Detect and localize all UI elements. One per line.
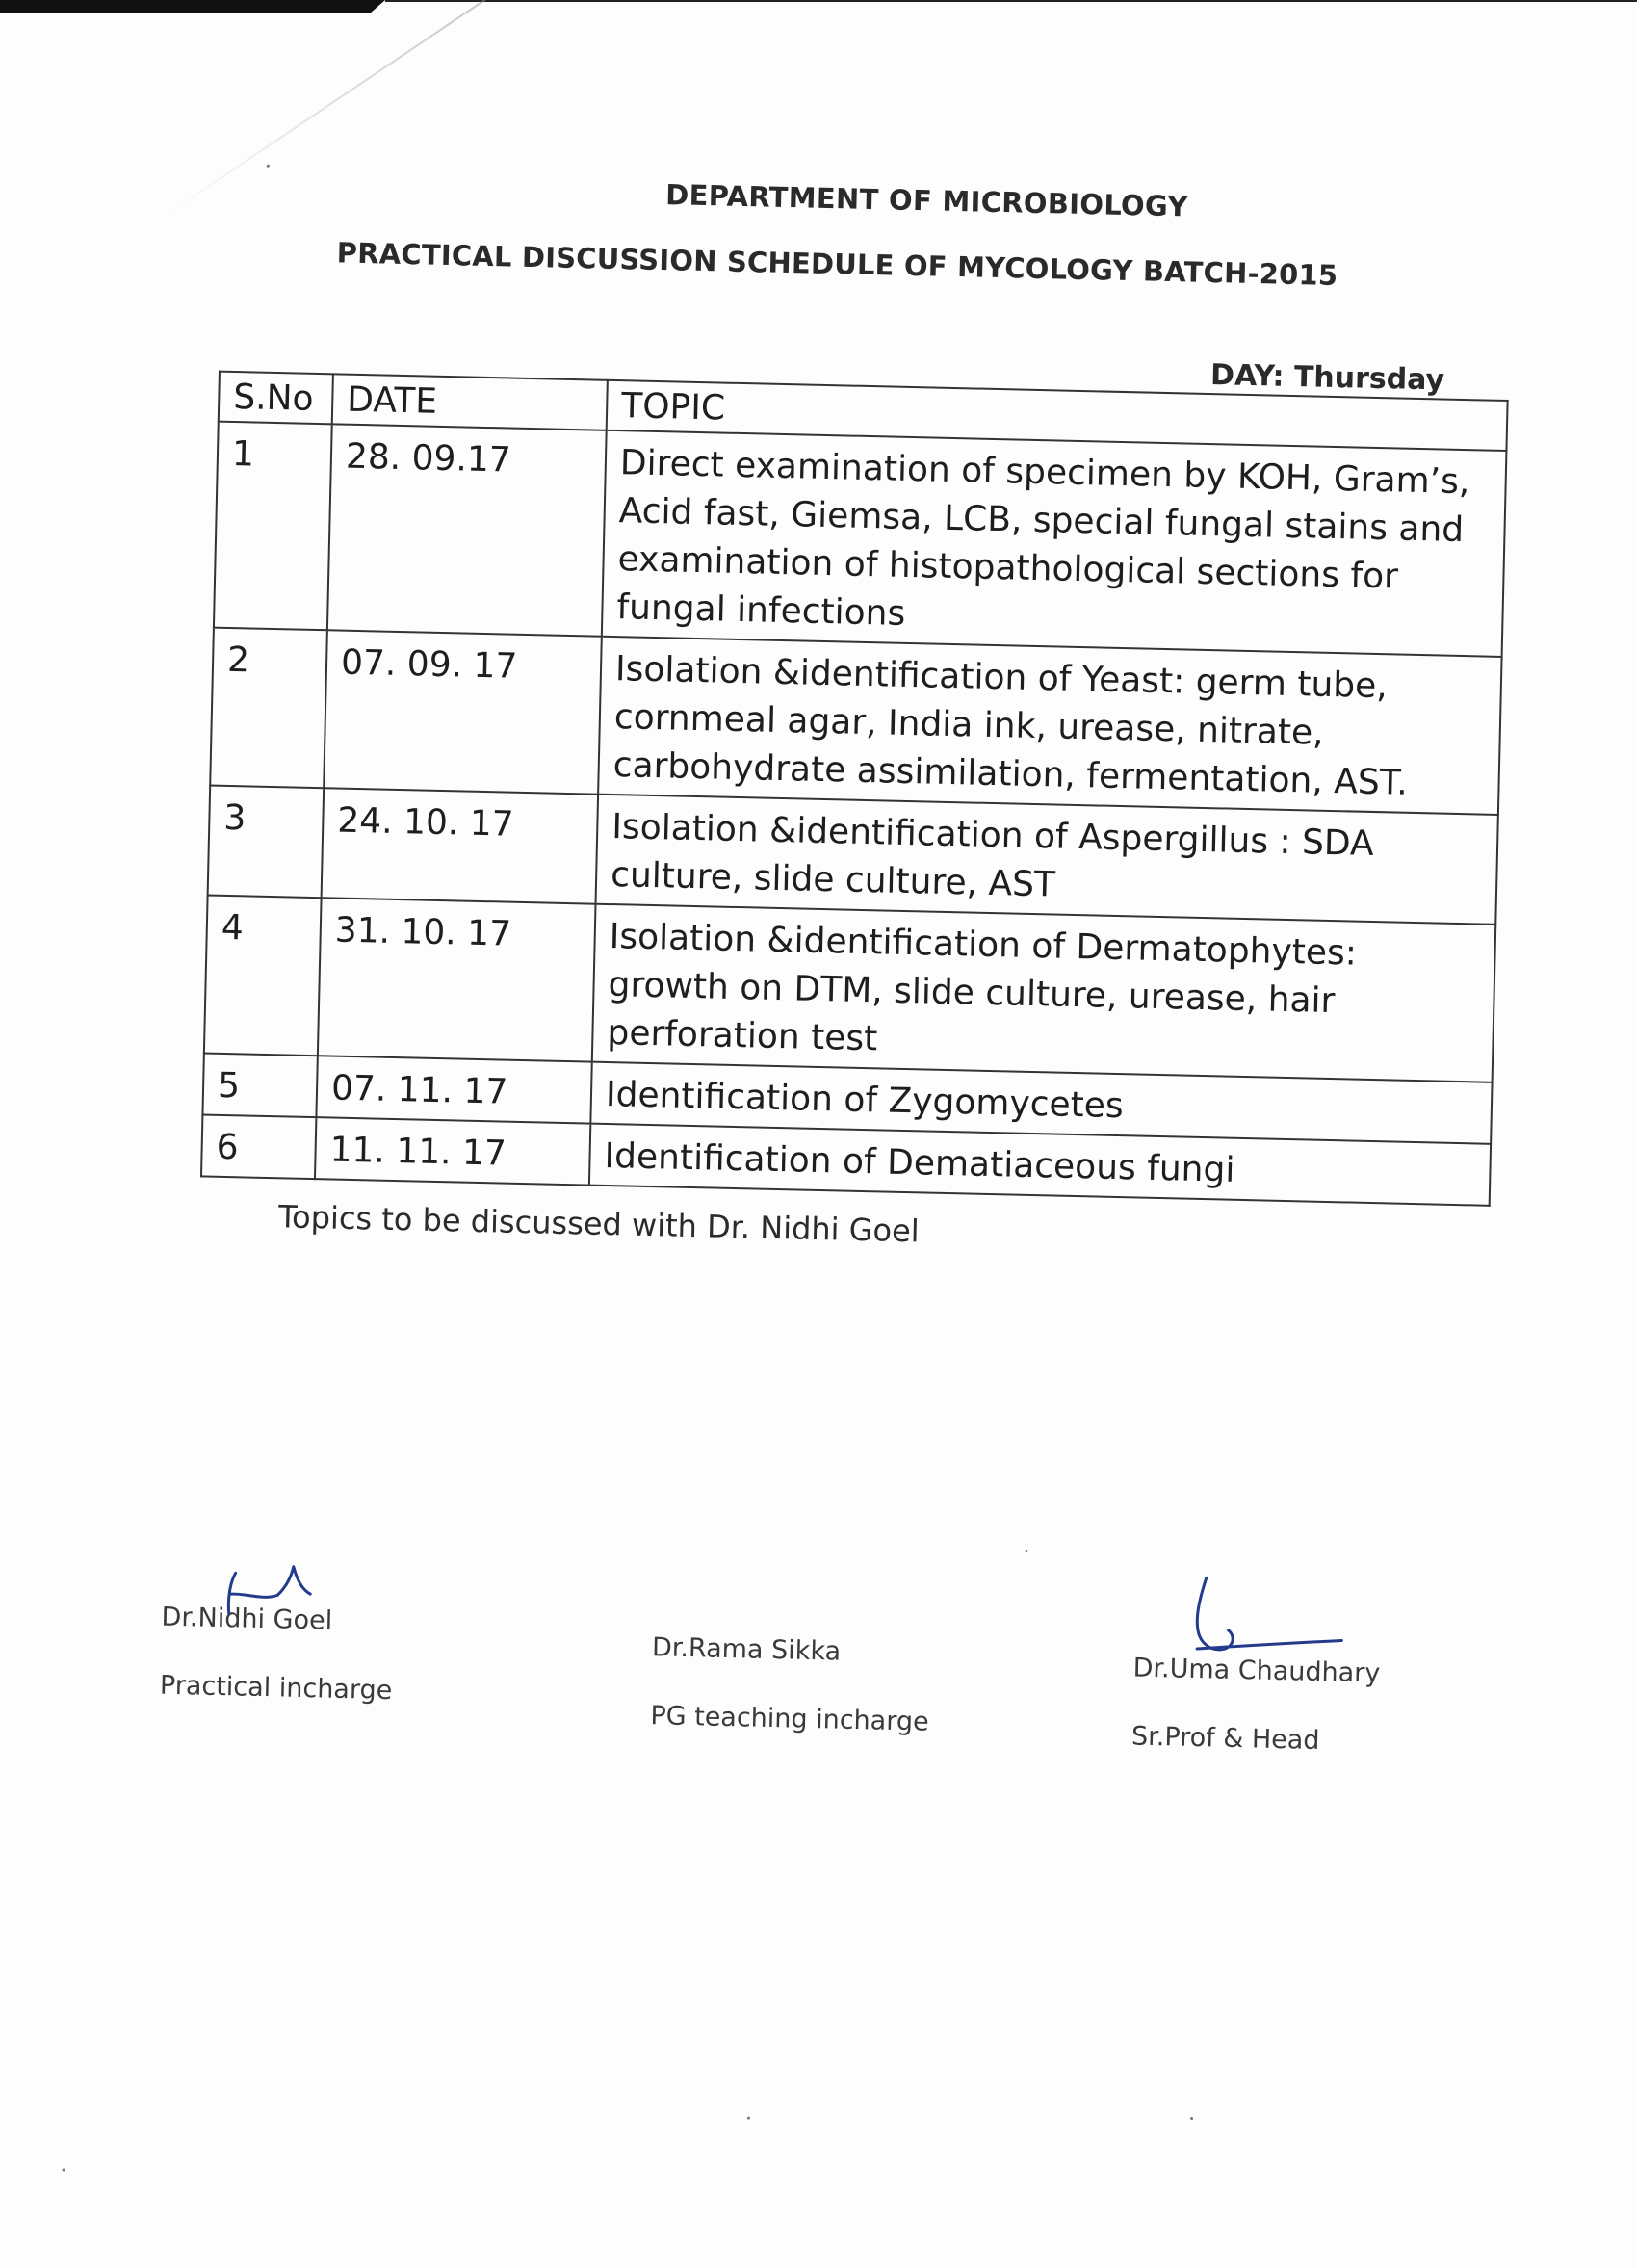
row-date: 28. 09.17: [327, 424, 607, 636]
signatory-name: Dr.Uma Chaudhary: [1132, 1653, 1381, 1689]
handwritten-signature-mark: [209, 1555, 317, 1634]
scan-speck: [1190, 2117, 1193, 2120]
scan-speck: [63, 2168, 65, 2171]
signatory-name: Dr.Nidhi Goel: [161, 1602, 333, 1636]
column-header-sno: S.No: [219, 372, 333, 425]
row-topic: Identification of Dematiaceous fungi: [589, 1124, 1491, 1206]
column-header-date: DATE: [332, 374, 608, 430]
signatory-role: PG teaching incharge: [650, 1701, 930, 1737]
row-date: 11. 11. 17: [315, 1117, 590, 1185]
row-topic: Isolation &identification of Yeast: germ tube, cornmeal agar, India ink, urease, nitrate, carbohydrate assimilation, fermentation, AST.: [598, 637, 1501, 815]
department-title: DEPARTMENT OF MICROBIOLOGY: [664, 178, 1189, 223]
schedule-day: DAY: Thursday: [1209, 358, 1445, 398]
row-date: 31. 10. 17: [318, 898, 596, 1061]
scan-speck: [747, 2117, 750, 2120]
row-date: 07. 09. 17: [324, 630, 602, 794]
table-row: [214, 422, 1507, 657]
signatory-role: Sr.Prof & Head: [1130, 1721, 1320, 1756]
row-date: 07. 11. 17: [316, 1056, 591, 1123]
schedule-table: [200, 371, 1509, 1207]
row-sno: 1: [214, 422, 332, 631]
row-sno: 3: [208, 786, 325, 899]
scan-speck: [267, 165, 270, 168]
row-topic: Isolation &identification of Dermatophytes: growth on DTM, slide culture, urease, hair perforation test: [592, 904, 1495, 1082]
discussion-note: Topics to be discussed with Dr. Nidhi Goel: [277, 1198, 921, 1250]
table-row: [210, 628, 1501, 815]
scan-speck: [1025, 1550, 1027, 1552]
row-sno: 6: [201, 1114, 316, 1179]
row-date: 24. 10. 17: [322, 788, 599, 903]
row-sno: 2: [210, 628, 327, 789]
row-sno: 4: [204, 896, 322, 1056]
signatory-name: Dr.Rama Sikka: [651, 1632, 842, 1667]
row-topic: Direct examination of specimen by KOH, Gram’s, Acid fast, Giemsa, LCB, special fungal stains and examination of histopathological sections for fungal infections: [602, 430, 1507, 657]
row-topic: Identification of Zygomycetes: [590, 1062, 1492, 1144]
handwritten-signature-mark: [1172, 1567, 1347, 1677]
table-row: [204, 896, 1495, 1082]
signatory-pg-teaching-incharge: [650, 1632, 931, 1737]
schedule-title: PRACTICAL DISCUSSION SCHEDULE OF MYCOLOGY BATCH-2015: [336, 236, 1338, 292]
row-topic: Isolation &identification of Aspergillus : SDA culture, slide culture, AST: [596, 795, 1498, 925]
signatory-role: Practical incharge: [159, 1670, 393, 1707]
column-header-topic: TOPIC: [607, 380, 1508, 451]
row-sno: 5: [202, 1053, 317, 1117]
